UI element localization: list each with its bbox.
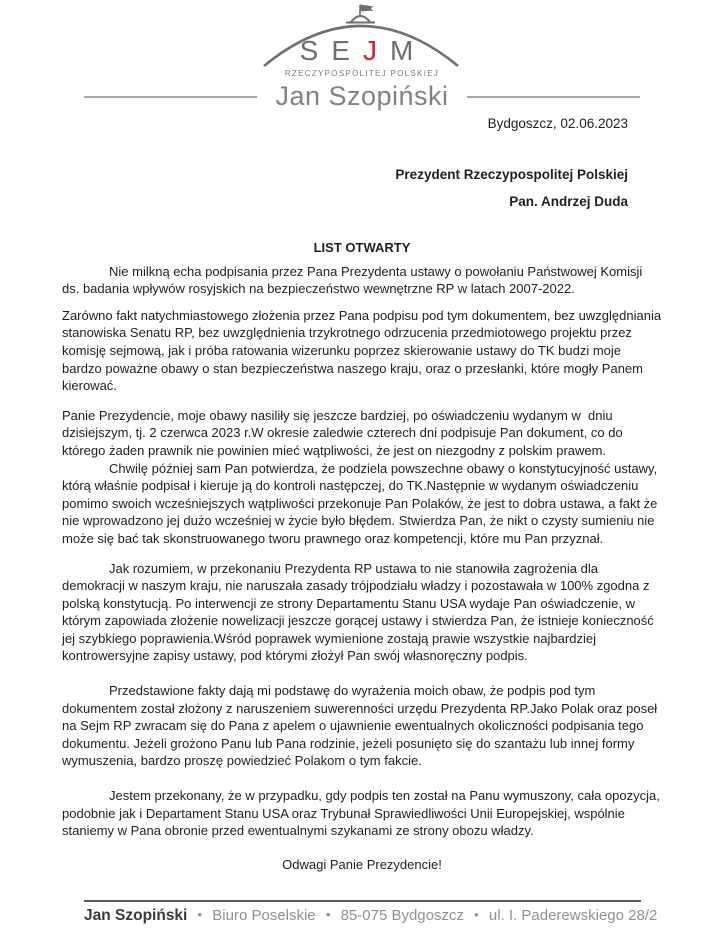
paragraph-4: Chwilę później sam Pan potwierdza, że podziela powszechne obawy o konstytucyjność ustawy, którą właśnie podpisał i kieruje ją do kontroli następczej, do TK.Następnie w wydanym oświadczeniu pomimo swoich wcześniejszych wątpliwości przekonuje Pan Polaków, że jest to dobra ustawa, a fakt że nie wprowadzono jej dużo wcześniej w życie było błędem. Stwierdza Pan, że nikt o czysty sumieniu nie może się bać tak skonstruowanego tworu prawnego oraz kompetencji, które mu Pan przyznał. xyxy=(62,460,662,546)
name-divider-line-right xyxy=(467,96,640,98)
footer-bullet-icon: • xyxy=(197,907,203,922)
sejm-red-j: J xyxy=(363,35,391,66)
paragraph-5: Jak rozumiem, w przekonaniu Prezydenta RP ustawa to nie stanowiła zagrożenia dla demokracji w naszym kraju, nie naruszała zasady trójpodziału władzy i pozostawała w 100% zgodna z polską konstytucją. Po interwencji ze strony Departamentu Stanu USA wydaje Pan oświadczenie, w którym zapowiada złożenie nowelizacji jeszcze gorącej ustawy i stwierdza Pan, że istnieje konieczność jej szybkiego poprawienia.Wśród poprawek wymienione zostają prawie wszystkie najbardziej kontrowersyjne zapisy ustawy, pod którymi złożył Pan swój własnoręczny podpis. xyxy=(62,560,658,664)
paragraph-2: Zarówno fakt natychmiastowego złożenia przez Pana podpisu pod tym dokumentem, bez uwzględniania stanowiska Senatu RP, bez uwzględnienia trzykrotnego odrzucenia przedmiotowego projektu przez komisję sejmową, jak i próba ratowania wizerunku poprzez skierowanie ustawy do TK budzi moje bardzo poważne obawy o stan bezpieczeństwa naszego kraju, oraz o przesłanki, które mogły Panem kierować. xyxy=(62,307,665,394)
footer-city: 85-075 Bydgoszcz xyxy=(340,907,464,924)
sejm-dome-icon xyxy=(256,2,468,80)
sejm-wordmark: SEJM xyxy=(299,35,427,66)
paragraph-6: Przedstawione fakty dają mi podstawę do wyrażenia moich obaw, że podpis pod tym dokumentem został złożony z naruszeniem suwerenności urzędu Prezydenta RP.Jako Polak oraz poseł na Sejm RP zwracam się do Pana z apelem o ujawnienie ewentualnych okoliczności podpisania tego dokumentu. Jeżeli grożono Panu lub Pana rodzinie, jeżeli posunięto się do szantażu lub innej formy wymuszenia, bardzo proszę powiedzieć Polakom o tym fakcie. xyxy=(62,683,661,769)
deputy-name-row xyxy=(84,81,640,112)
footer-street: ul. I. Paderewskiego 28/2 xyxy=(488,907,658,924)
footer xyxy=(84,900,658,925)
footer-bullet-icon: • xyxy=(474,907,479,922)
footer-bullet-icon: • xyxy=(325,907,331,922)
letter-body xyxy=(62,239,665,873)
paragraph-3: Panie Prezydencie, moje obawy nasiliły się jeszcze bardziej, po oświadczeniu wydanym w dniu dzisiejszym, tj. 2 czerwca 2023 r.W okresie zaledwie czterech dni podpisuje Pan dokument, co do którego żaden prawnik nie powinien mieć wątpliwości, że jest on niezgodny z polskim prawem. xyxy=(62,407,627,458)
paragraph-1: Nie milkną echa podpisania przez Pana Prezydenta ustawy o powołaniu Państwowej Komisji ds. badania wpływów rosyjskich na bezpieczeństwo wewnętrzne RP w latach 2007-2022. xyxy=(62,263,646,297)
deputy-name: Jan Szopiński xyxy=(275,81,449,111)
paragraph-7: Jestem przekonany, że w przypadku, gdy podpis ten został na Panu wymuszony, cała opozycja, podobnie jak i Departament Stanu USA oraz Trybunał Sprawiedliwości Unii Europejskiej, wspólnie staniemy w Pana obronie przed ewentualnymi szykanami ze strony obozu władzy. xyxy=(62,788,664,839)
addressee-name: Pan. Andrzej Duda xyxy=(509,194,628,209)
place-and-date: Bydgoszcz, 02.06.2023 xyxy=(487,116,628,131)
addressee-title: Prezydent Rzeczypospolitej Polskiej xyxy=(395,167,628,182)
footer-office: Biuro Poselskie xyxy=(212,907,316,924)
sejm-logo xyxy=(0,0,724,85)
footer-name: Jan Szopiński xyxy=(84,907,188,924)
name-divider-line-left xyxy=(84,96,257,98)
logo-subtitle: RZECZYPOSPOLITEJ POLSKIEJ xyxy=(284,69,440,78)
letter-title: LIST OTWARTY xyxy=(313,240,411,255)
closing-line: Odwagi Panie Prezydencie! xyxy=(282,856,442,872)
